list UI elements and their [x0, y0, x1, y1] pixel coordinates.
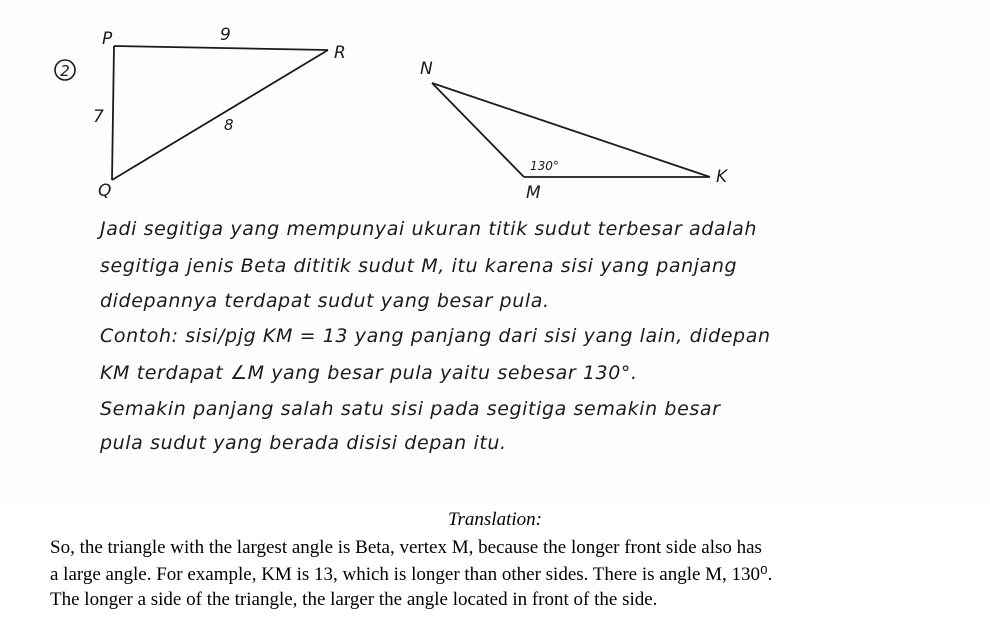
note-line: Semakin panjang salah satu sisi pada segitiga semakin besar: [100, 398, 721, 420]
note-line: KM terdapat ∠M yang besar pula yaitu sebesar 130°.: [100, 362, 638, 384]
triangle-alpha: [93, 25, 346, 201]
side-nm: [432, 83, 524, 177]
note-line: pula sudut yang berada disisi depan itu.: [100, 432, 507, 454]
side-nk: [432, 83, 710, 177]
vertex-r-label: R: [334, 43, 346, 63]
vertex-m-label: M: [526, 183, 541, 203]
translation-line: The longer a side of the triangle, the larger the angle located in front of the side.: [50, 589, 658, 610]
side-qr-length: 8: [224, 116, 234, 134]
problem-number-badge: [55, 60, 75, 80]
vertex-p-label: P: [102, 29, 113, 49]
translation-line: a large angle. For example, KM is 13, which is longer than other sides. There is angle M, 130⁰.: [50, 564, 773, 585]
vertex-n-label: N: [420, 59, 433, 79]
side-pq: [112, 46, 114, 180]
side-pr-length: 9: [220, 25, 231, 45]
note-line: segitiga jenis Beta dititik sudut M, itu karena sisi yang panjang: [100, 255, 738, 277]
problem-number: 2: [60, 62, 70, 80]
side-pq-length: 7: [93, 107, 104, 127]
note-line: Contoh: sisi/pjg KM = 13 yang panjang dari sisi yang lain, didepan: [100, 325, 771, 347]
triangle-beta: [420, 59, 729, 203]
side-qr: [112, 50, 328, 180]
translation-line: So, the triangle with the largest angle is Beta, vertex M, because the longer front side also has: [50, 537, 762, 558]
note-line: didepannya terdapat sudut yang besar pula.: [100, 290, 550, 312]
triangle-figures: [0, 0, 990, 210]
vertex-k-label: K: [716, 167, 728, 187]
side-pr: [114, 46, 328, 50]
translation-title: Translation:: [448, 509, 542, 530]
angle-m-label: 130°: [530, 159, 559, 173]
note-line: Jadi segitiga yang mempunyai ukuran titik sudut terbesar adalah: [100, 218, 757, 240]
vertex-q-label: Q: [98, 181, 112, 201]
